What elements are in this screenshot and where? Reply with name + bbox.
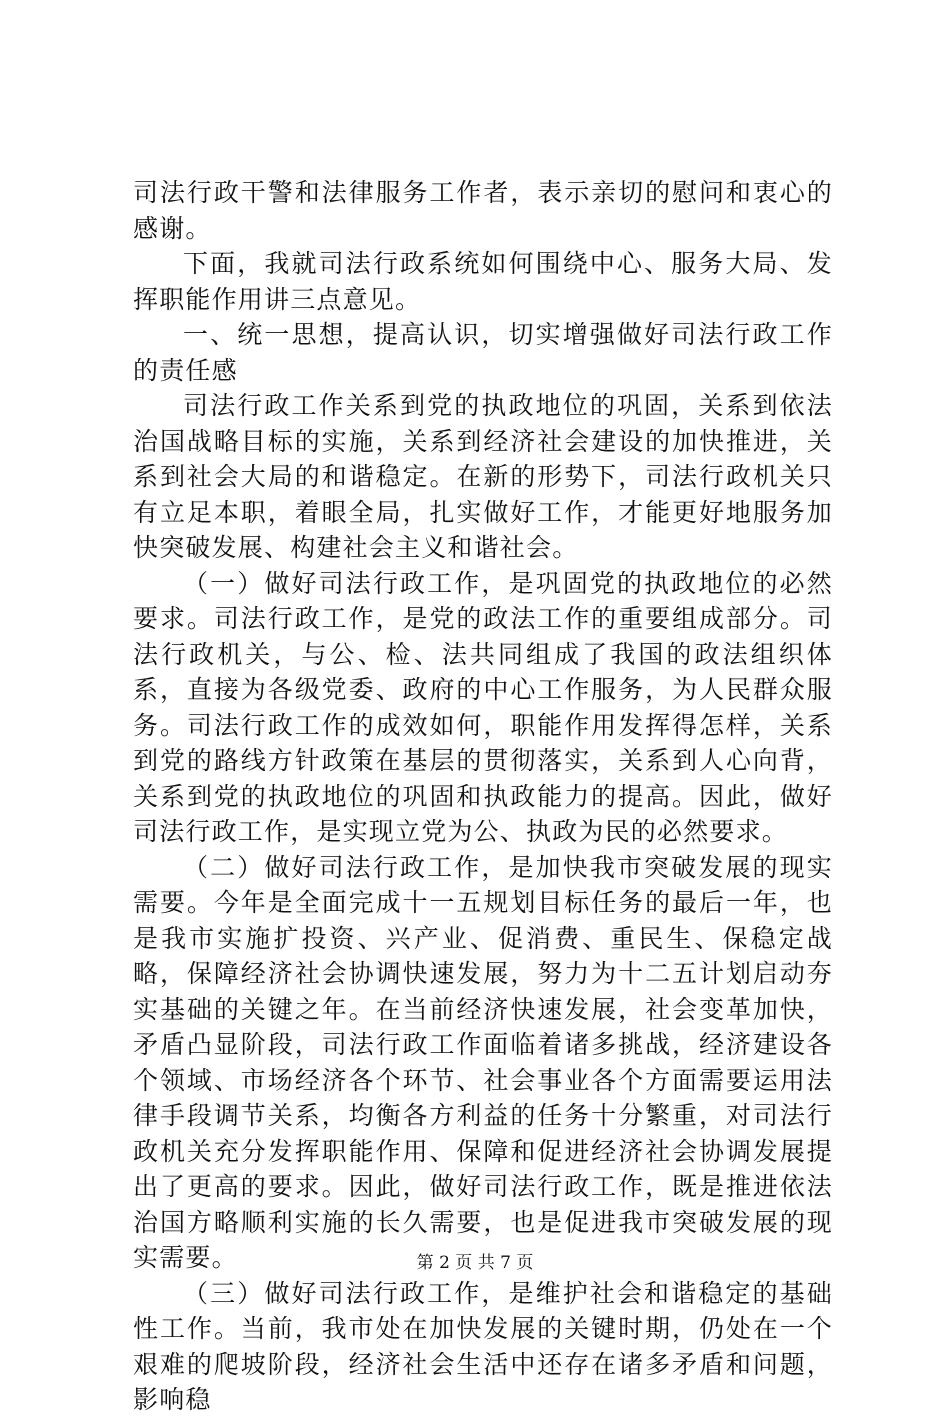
- paragraph-4: （一）做好司法行政工作，是巩固党的执政地位的必然要求。司法行政工作，是党的政法工作的重要组成部分。司法行政机关，与公、检、法共同组成了我国的政法组织体系，直接为各级党委、政府的中心工作服务，为人民群众服务。司法行政工作的成效如何，职能作用发挥得怎样，关系到党的路线方针政策在基层的贯彻落实，关系到人心向背，关系到党的执政地位的巩固和执政能力的提高。因此，做好司法行政工作，是实现立党为公、执政为民的必然要求。: [133, 568, 833, 846]
- section-heading-1: 一、统一思想，提高认识，切实增强做好司法行政工作的责任感: [133, 320, 833, 385]
- paragraph-6: （三）做好司法行政工作，是维护社会和谐稳定的基础性工作。当前，我市处在加快发展的关键时期，仍处在一个艰难的爬坡阶段，经济社会生活中还存在诸多矛盾和问题，影响稳: [133, 1278, 833, 1414]
- paragraph-3: 司法行政工作关系到党的执政地位的巩固，关系到依法治国战略目标的实施，关系到经济社会建设的加快推进，关系到社会大局的和谐稳定。在新的形势下，司法行政机关只有立足本职，着眼全局，扎实做好工作，才能更好地服务加快突破发展、构建社会主义和谐社会。: [133, 391, 833, 562]
- page-number: 第 2 页 共 7 页: [416, 1253, 534, 1273]
- paragraph-2: 下面，我就司法行政系统如何围绕中心、服务大局、发挥职能作用讲三点意见。: [133, 249, 833, 314]
- page-footer: [0, 1248, 950, 1273]
- paragraph-5: （二）做好司法行政工作，是加快我市突破发展的现实需要。今年是全面完成十一五规划目标任务的最后一年，也是我市实施扩投资、兴产业、促消费、重民生、保稳定战略，保障经济社会协调快速发展，努力为十二五计划启动夯实基础的关键之年。在当前经济快速发展，社会变革加快，矛盾凸显阶段，司法行政工作面临着诸多挑战，经济建设各个领域、市场经济各个环节、社会事业各个方面需要运用法律手段调节关系，均衡各方利益的任务十分繁重，对司法行政机关充分发挥职能作用、保障和促进经济社会协调发展提出了更高的要求。因此，做好司法行政工作，既是推进依法治国方略顺利实施的长久需要，也是促进我市突破发展的现实需要。: [133, 852, 833, 1272]
- document-body: [133, 175, 833, 1418]
- paragraph-1: 司法行政干警和法律服务工作者，表示亲切的慰问和衷心的感谢。: [133, 178, 833, 243]
